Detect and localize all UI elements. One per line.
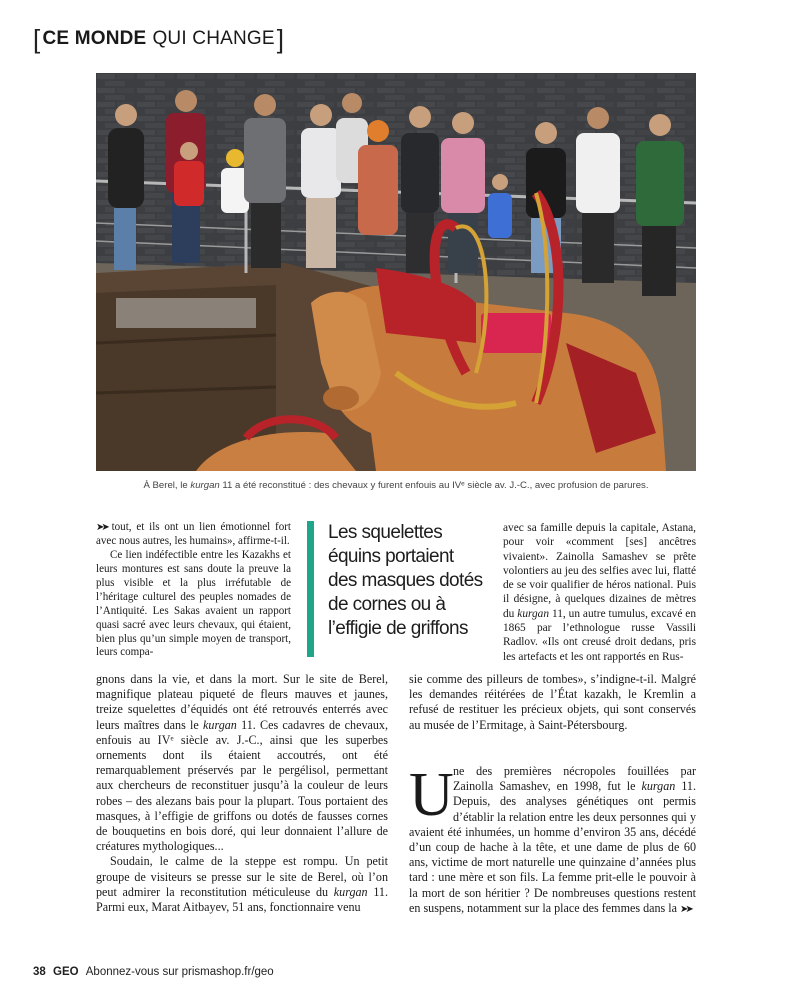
paragraph-text: 11. Parmi eux, Marat Aitbayev, 51 ans, fonctionnaire venu <box>96 884 388 915</box>
drop-cap-spacer <box>409 761 454 829</box>
photo-illustration <box>96 73 696 471</box>
paragraph-continued <box>96 521 291 549</box>
subscribe-link[interactable]: Abonnez-vous sur prismashop.fr/geo <box>85 966 274 978</box>
pull-quote: Les squelettes équins portaient des masques dotés de cornes ou à l’effigie de griffons <box>307 521 487 657</box>
kurgan-term: kurgan <box>333 884 368 899</box>
article-column-1 <box>96 521 291 660</box>
drop-cap: U <box>409 761 454 829</box>
article-column-3-dropcap-paragraph <box>409 761 696 917</box>
caption-em: kurgan <box>190 480 220 491</box>
paragraph <box>409 761 696 917</box>
kurgan-term: kurgan <box>203 717 237 732</box>
page-number: 38 <box>33 966 46 978</box>
rubric-bold: CE MONDE <box>42 28 147 49</box>
page-footer <box>33 966 274 978</box>
kurgan-term: kurgan <box>517 607 550 620</box>
paragraph-continued <box>96 672 388 854</box>
article-column-3-wide <box>409 672 696 733</box>
rubric-light: QUI CHANGE <box>152 28 275 49</box>
paragraph-text: 11, un autre tumulus, excavé en 1865 par l’ethnologue russe Vassili Radlov. «Ils ont creusé droit dedans, pris les artefacts et les ont rapportés en Rus- <box>503 607 697 663</box>
museum-horses-photo <box>96 73 696 471</box>
paragraph-text: 11. Ces cadavres de chevaux, enfouis au IVᵉ siècle av. J.-C., ainsi que les superbes ornements dont ils étaient accoutrés, ont été remarquablement préservés par le pergélisol, permettant aux chercheurs de reconstituer jusqu’à la couleur de leurs robes – des alezans bais pour la plupart. Tous portaient des masques, à l’effigie de griffons ou dotés de fausses cornes de bouquetins en bois doré, qui leur donnaient l’allure de créatures mythologiques... <box>96 717 388 854</box>
paragraph-text: 11. Depuis, des analyses génétiques ont permis d’établir la relation entre les deux personnes qui y avaient été inhumées, un homme d’environ 35 ans, décédé d’un coup de hache à la tête, et une dame de plus de 60 ans, victime de mort naturelle une quinzaine d’années plus tard : une mère et son fils. La femme prit-elle le pouvoir à la mort de son héritier ? De nombreuses questions restent en suspens, notamment sur la place des femmes dans la <box>409 779 696 915</box>
paragraph-continued: sie comme des pilleurs de tombes», s’indigne-t-il. Malgré les demandes réitérées de l’État kazakh, le Kremlin a refusé de restituer les précieux objets, qui sont conservés au musée de l’Ermitage, à Saint-Pétersbourg. <box>409 672 696 732</box>
paragraph-text: gnons dans la vie, et dans la mort. Sur le site de Berel, magnifique plateau piqueté de fleurs mauves et jaunes, treize squelettes d’équidés ont été retrouvés enterrés avec leurs maîtres dans le <box>96 672 388 732</box>
kurgan-term: kurgan <box>641 779 676 794</box>
rubric-bracket-left: [ <box>33 24 41 54</box>
caption-text-b: 11 a été reconstitué : des chevaux y furent enfouis au IVᵉ siècle av. J.-C., avec profusion de parures. <box>219 480 649 491</box>
paragraph-text: tout, et ils ont un lien émotionnel fort avec nous autres, les humains», affirme-t-il. <box>96 521 291 547</box>
article-column-3 <box>503 521 696 664</box>
section-rubric <box>33 24 284 54</box>
paragraph-text: avec sa famille depuis la capitale, Astana, pour voir «comment [ses] ancêtres vivaient». Zainolla Samashev se prête volontiers au jeu des selfies avec lui, flatté de se voir qualifier de héros national. Puis il désigne, à quelques dizaines de mètres du <box>503 522 696 620</box>
paragraph: Ce lien indéfectible entre les Kazakhs et leurs montures est sans doute la preuve la plus visible et la plus irréfutable de l’héritage culturel des peuples nomades de l’Antiquité. Les Sakas avaient un rapport quasi sacré avec leurs chevaux, qui étaient, bien plus qu’un simple moyen de transport, leurs compa- <box>96 548 291 659</box>
paragraph-text: Soudain, le calme de la steppe est rompu. Un petit groupe de visiteurs se presse sur le site de Berel, où l’on peut admirer la reconstitution méticuleuse du <box>96 854 388 899</box>
continuation-arrow-icon: ➤➤ <box>96 522 107 533</box>
photo-caption <box>96 480 696 491</box>
continue-arrow-icon: ➤➤ <box>680 903 691 915</box>
paragraph-text: ne des premières nécropoles fouillées par Zainolla Samashev, en 1998, fut le <box>453 764 696 794</box>
caption-text-a: À Berel, le <box>143 480 191 491</box>
paragraph-continued <box>503 521 696 664</box>
paragraph <box>96 854 388 915</box>
rubric-bracket-right: ] <box>276 24 285 54</box>
article-column-1-wide <box>96 672 388 915</box>
magazine-name: GEO <box>53 966 79 978</box>
